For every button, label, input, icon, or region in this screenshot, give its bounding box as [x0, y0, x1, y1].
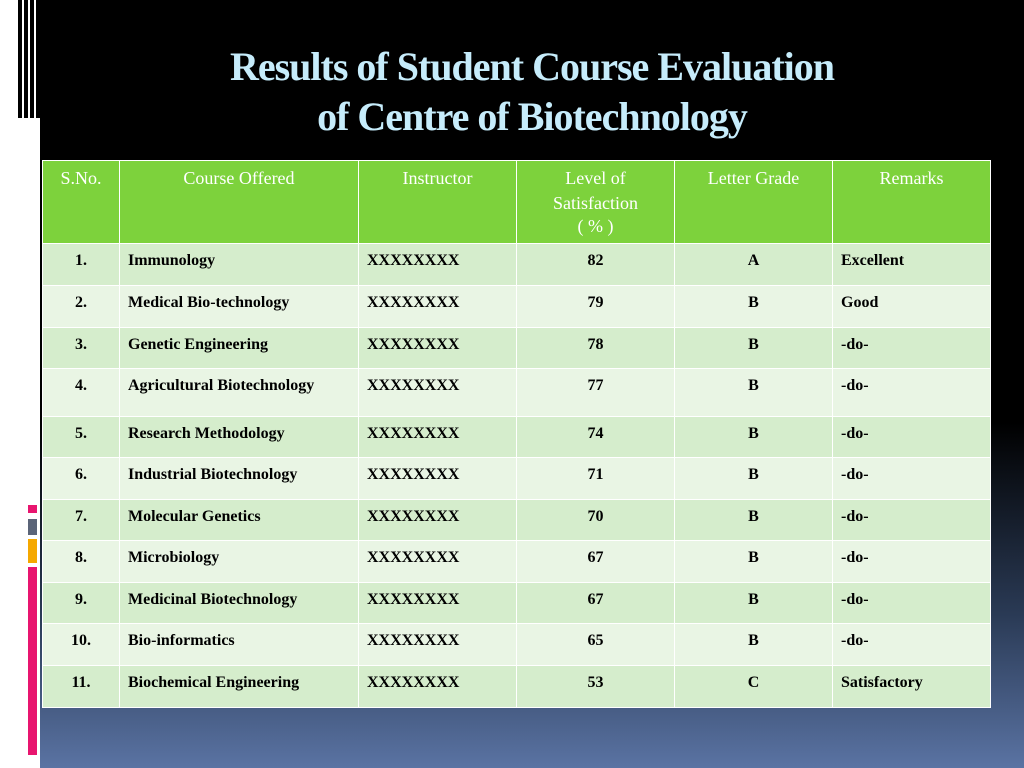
header-sno: S.No. [43, 161, 120, 244]
cell-grade: B [675, 458, 833, 500]
cell-sno: 9. [43, 583, 120, 624]
table-row [43, 541, 991, 583]
table-header-row [43, 161, 991, 244]
cell-sno: 10. [43, 624, 120, 666]
cell-grade: B [675, 328, 833, 369]
cell-level: 74 [517, 417, 675, 458]
cell-level: 70 [517, 500, 675, 541]
title-line-2: of Centre of Biotechnology [317, 94, 747, 139]
table-row [43, 244, 991, 286]
cell-sno: 7. [43, 500, 120, 541]
cell-instructor: XXXXXXXX [359, 666, 517, 708]
cell-course: Agricultural Biotechnology [120, 369, 359, 417]
cell-sno: 1. [43, 244, 120, 286]
course-evaluation-table [42, 160, 991, 708]
header-course: Course Offered [120, 161, 359, 244]
cell-course: Biochemical Engineering [120, 666, 359, 708]
header-level-line1: Level of [565, 168, 626, 188]
cell-instructor: XXXXXXXX [359, 541, 517, 583]
cell-course: Genetic Engineering [120, 328, 359, 369]
cell-instructor: XXXXXXXX [359, 458, 517, 500]
cell-level: 67 [517, 541, 675, 583]
cell-remarks: -do- [833, 417, 991, 458]
cell-grade: B [675, 583, 833, 624]
cell-course: Immunology [120, 244, 359, 286]
cell-level: 79 [517, 286, 675, 328]
header-remarks: Remarks [833, 161, 991, 244]
cell-instructor: XXXXXXXX [359, 500, 517, 541]
cell-grade: B [675, 286, 833, 328]
cell-instructor: XXXXXXXX [359, 624, 517, 666]
cell-remarks: Good [833, 286, 991, 328]
table-row [43, 328, 991, 369]
cell-course: Microbiology [120, 541, 359, 583]
cell-instructor: XXXXXXXX [359, 328, 517, 369]
cell-grade: A [675, 244, 833, 286]
header-grade: Letter Grade [675, 161, 833, 244]
header-level [517, 161, 675, 244]
cell-grade: C [675, 666, 833, 708]
cell-level: 82 [517, 244, 675, 286]
cell-remarks: -do- [833, 458, 991, 500]
cell-level: 53 [517, 666, 675, 708]
cell-remarks: -do- [833, 328, 991, 369]
cell-grade: B [675, 624, 833, 666]
table-row [43, 417, 991, 458]
cell-course: Research Methodology [120, 417, 359, 458]
table-row [43, 369, 991, 417]
strip-lines [18, 0, 40, 140]
header-level-line3: ( % ) [577, 216, 614, 236]
cell-sno: 8. [43, 541, 120, 583]
cell-remarks: Excellent [833, 244, 991, 286]
cell-course: Molecular Genetics [120, 500, 359, 541]
cell-level: 71 [517, 458, 675, 500]
left-decorative-strip [0, 0, 40, 768]
table-row [43, 624, 991, 666]
cell-sno: 4. [43, 369, 120, 417]
cell-remarks: -do- [833, 541, 991, 583]
cell-remarks: -do- [833, 369, 991, 417]
cell-course: Medical Bio-technology [120, 286, 359, 328]
cell-instructor: XXXXXXXX [359, 244, 517, 286]
cell-remarks: -do- [833, 500, 991, 541]
header-instructor: Instructor [359, 161, 517, 244]
cell-course: Medicinal Biotechnology [120, 583, 359, 624]
cell-sno: 3. [43, 328, 120, 369]
cell-instructor: XXXXXXXX [359, 583, 517, 624]
cell-grade: B [675, 541, 833, 583]
cell-level: 77 [517, 369, 675, 417]
header-level-line2: Satisfaction [553, 193, 638, 213]
cell-sno: 5. [43, 417, 120, 458]
cell-remarks: Satisfactory [833, 666, 991, 708]
table-row [43, 500, 991, 541]
cell-grade: B [675, 500, 833, 541]
cell-instructor: XXXXXXXX [359, 417, 517, 458]
cell-remarks: -do- [833, 624, 991, 666]
cell-level: 65 [517, 624, 675, 666]
cell-instructor: XXXXXXXX [359, 286, 517, 328]
table-row [43, 583, 991, 624]
cell-sno: 2. [43, 286, 120, 328]
cell-course: Bio-informatics [120, 624, 359, 666]
table-row [43, 666, 991, 708]
cell-remarks: -do- [833, 583, 991, 624]
table-row [43, 286, 991, 328]
cell-course: Industrial Biotechnology [120, 458, 359, 500]
slide-title [40, 42, 1024, 142]
cell-sno: 11. [43, 666, 120, 708]
cell-grade: B [675, 417, 833, 458]
cell-level: 67 [517, 583, 675, 624]
title-line-1: Results of Student Course Evaluation [229, 44, 835, 89]
cell-instructor: XXXXXXXX [359, 369, 517, 417]
cell-sno: 6. [43, 458, 120, 500]
cell-grade: B [675, 369, 833, 417]
table-row [43, 458, 991, 500]
cell-level: 78 [517, 328, 675, 369]
